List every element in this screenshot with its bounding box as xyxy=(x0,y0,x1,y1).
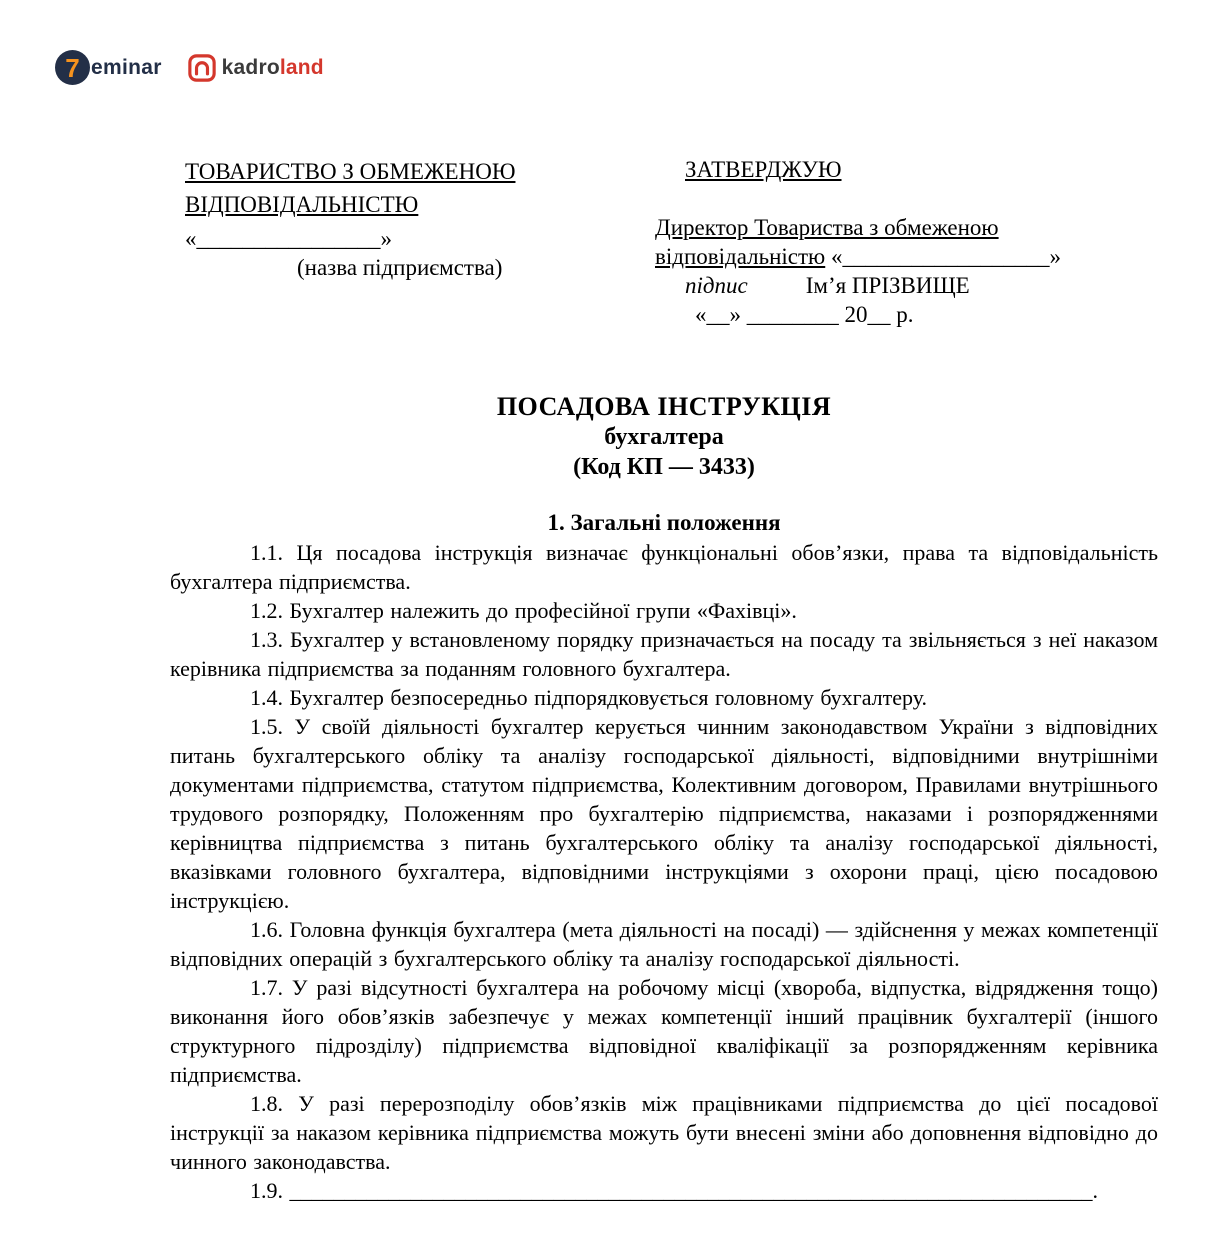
kadroland-wordmark-dark: kadro xyxy=(221,55,280,79)
company-name-caption: (назва підприємства) xyxy=(297,255,503,280)
signature-name-placeholder: Ім’я ПРІЗВИЩЕ xyxy=(805,273,970,298)
seminar-logo xyxy=(55,50,162,85)
paragraph-1-5: 1.5. У своїй діяльності бухгалтер керується чинним законодавством України з відповідних питань бухгалтерського обліку та аналізу господарської діяльності, відповідними внутрішніми документами підприємства, статутом підприємства, Колективним договором, Правилами внутрішнього трудового розпорядку, Положенням про бухгалтерію підприємства, наказами і розпорядженнями керівництва підприємства з питань бухгалтерського обліку та аналізу господарської діяльності, вказівками головного бухгалтера, відповідними інструкціями з охорони праці, цією посадовою інструкцією. xyxy=(170,714,1158,913)
company-name-blank: «________________» xyxy=(185,226,392,251)
director-title: Директор Товариства з обмеженою відповідальністю xyxy=(655,215,999,269)
paragraph-1-4: 1.4. Бухгалтер безпосередньо підпорядковується головному бухгалтеру. xyxy=(250,685,928,710)
seminar-wordmark: eminar xyxy=(91,55,162,79)
paragraph-1-9: 1.9. _________________________________________________________________________. xyxy=(250,1178,1098,1203)
section-heading: 1. Загальні положення xyxy=(547,510,781,535)
kadroland-house-icon xyxy=(188,54,216,82)
paragraph-1-2: 1.2. Бухгалтер належить до професійної групи «Фахівці». xyxy=(250,598,797,623)
approval-date-line: «__» ________ 20__ р. xyxy=(695,302,914,327)
paragraph-1-3: 1.3. Бухгалтер у встановленому порядку призначається на посаду та звільняється з неї наказом керівника підприємства за поданням головного бухгалтера. xyxy=(170,627,1158,681)
document-title-position: бухгалтера xyxy=(604,424,724,450)
paragraph-1-8: 1.8. У разі перерозподілу обов’язків між працівниками підприємства до цієї посадової інструкції за наказом керівника підприємства можуть бути внесені зміни або доповнення відповідно до чинного законодавства. xyxy=(170,1091,1158,1174)
document-title-code: (Код КП — 3433) xyxy=(573,454,755,480)
section-general-provisions xyxy=(170,508,1158,1205)
kadroland-logo xyxy=(188,54,324,82)
paragraph-1-7: 1.7. У разі відсутності бухгалтера на робочому місці (хвороба, відпустка, відрядження тощо) виконання його обов’язків забезпечує у межах компетенції інший працівник бухгалтерії (іншого структурного підрозділу) підприємства відповідної кваліфікації за розпорядженням керівника підприємства. xyxy=(170,975,1158,1087)
director-company-blank: «__________________» xyxy=(830,244,1061,269)
seminar-seven-icon xyxy=(55,50,90,85)
approve-label: ЗАТВЕРДЖУЮ xyxy=(685,157,842,182)
seminar-seven-digit: 7 xyxy=(65,52,80,83)
document-title xyxy=(170,392,1158,482)
kadroland-wordmark-accent: land xyxy=(279,55,324,79)
approval-block xyxy=(655,155,1100,329)
company-name: ТОВАРИСТВО З ОБМЕЖЕНОЮ ВІДПОВІДАЛЬНІСТЮ xyxy=(185,159,516,217)
approval-director-line xyxy=(655,213,1100,271)
logo-bar xyxy=(55,50,324,85)
document-title-main: ПОСАДОВА ІНСТРУКЦІЯ xyxy=(496,392,832,421)
paragraph-1-6: 1.6. Головна функція бухгалтера (мета діяльності на посаді) — здійснення у межах компетенції відповідних операцій з бухгалтерського обліку та аналізу господарської діяльності. xyxy=(170,917,1158,971)
kadroland-wordmark xyxy=(222,56,324,80)
signature-row xyxy=(685,271,1100,300)
signature-caption: підпис xyxy=(685,273,748,298)
company-block xyxy=(185,155,600,282)
paragraph-1-1: 1.1. Ця посадова інструкція визначає функціональні обов’язки, права та відповідальність бухгалтера підприємства. xyxy=(170,540,1158,594)
